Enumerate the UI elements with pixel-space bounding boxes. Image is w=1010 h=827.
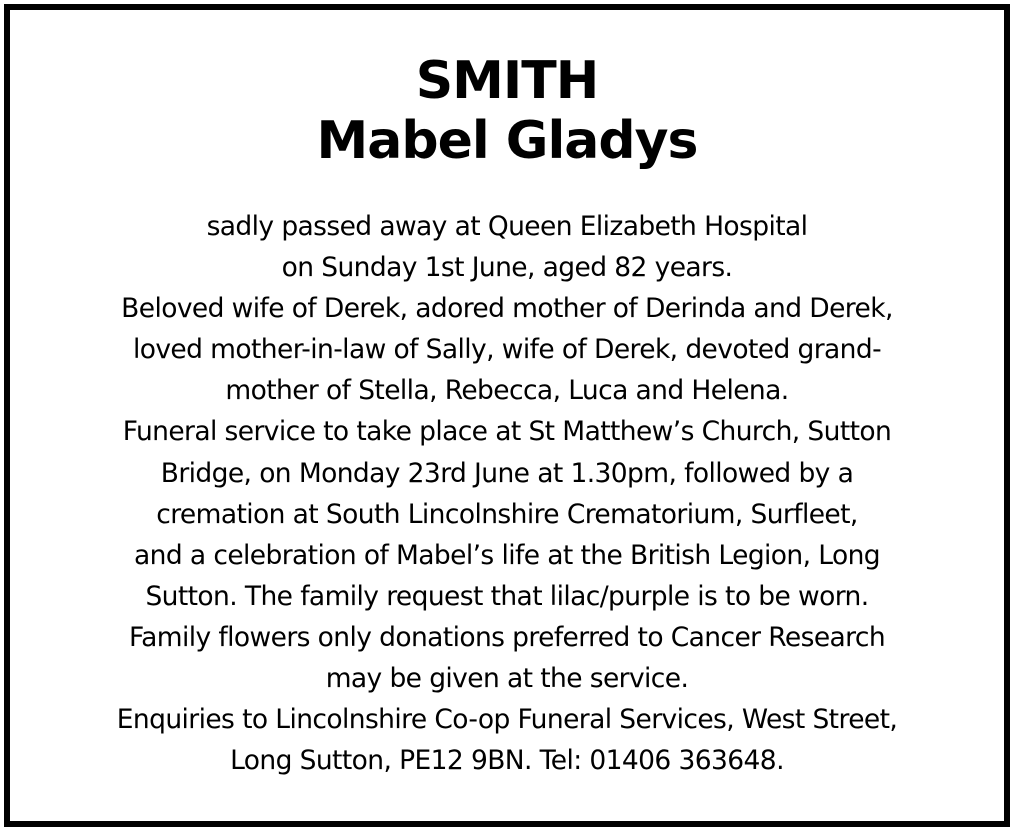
notice-line: Bridge, on Monday 23rd June at 1.30pm, followed by a [160,457,854,489]
notice-line: Long Sutton, PE12 9BN. Tel: 01406 363648. [230,745,784,777]
notice-line: on Sunday 1st June, aged 82 years. [281,252,733,284]
notice-line: may be given at the service. [325,663,689,695]
notice-line: sadly passed away at Queen Elizabeth Hospital [206,211,808,242]
notice-line: Beloved wife of Derek, adored mother of Derinda and Derek, [121,293,893,325]
notice-line: and a celebration of Mabel’s life at the British Legion, Long [134,539,880,571]
notice-line: Family flowers only donations preferred to Cancer Research [128,621,886,653]
notice-line: Sutton. The family request that lilac/purple is to be worn. [145,580,869,612]
notice-forenames: Mabel Gladys [316,111,698,171]
notice-line: Enquiries to Lincolnshire Co-op Funeral Services, West Street, [116,704,898,736]
notice-line: cremation at South Lincolnshire Crematorium, Surfleet, [156,498,858,530]
notice-line: mother of Stella, Rebecca, Luca and Helena. [225,375,789,407]
notice-line: Funeral service to take place at St Matthew’s Church, Sutton [122,416,892,448]
notice-body [10,206,1004,781]
notice-surname: SMITH [415,51,599,111]
death-notice-frame [4,4,1010,827]
notice-line: loved mother-in-law of Sally, wife of Derek, devoted grand- [132,334,882,366]
